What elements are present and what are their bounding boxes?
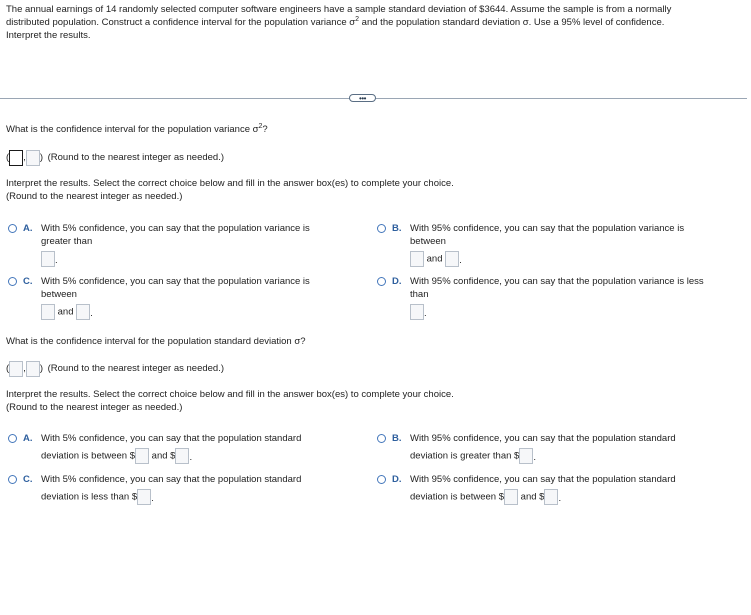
variance-a-input[interactable] bbox=[41, 251, 55, 267]
option-d-text: deviation is between $ bbox=[410, 491, 505, 503]
std-dev-lower-input[interactable] bbox=[9, 361, 23, 377]
expand-more-button[interactable]: ••• bbox=[349, 94, 376, 102]
variance-c-upper-input[interactable] bbox=[76, 304, 90, 320]
option-d-line-2: than bbox=[410, 289, 429, 301]
radio-variance-b[interactable] bbox=[377, 224, 386, 233]
variance-lower-input[interactable] bbox=[9, 150, 23, 166]
radio-variance-c[interactable] bbox=[8, 277, 17, 286]
option-b-line-1: With 95% confidence, you can say that the population variance is bbox=[410, 223, 685, 234]
std-dev-question: What is the confidence interval for the population standard deviation σ? bbox=[6, 336, 306, 347]
option-c-line-2 bbox=[41, 489, 341, 505]
option-a-line-2: greater than bbox=[41, 236, 93, 248]
variance-b-lower-input[interactable] bbox=[410, 251, 424, 267]
variance-question bbox=[6, 123, 268, 136]
std-dev-a-upper-input[interactable] bbox=[175, 448, 189, 464]
option-c-text: deviation is less than $ bbox=[41, 491, 138, 503]
option-a-line-1: With 5% confidence, you can say that the population standard bbox=[41, 433, 302, 444]
std-dev-option-b[interactable] bbox=[410, 432, 710, 464]
variance-interpret-instructions bbox=[6, 177, 454, 203]
std-dev-option-a[interactable] bbox=[41, 432, 341, 464]
period: . bbox=[424, 308, 427, 320]
radio-std-dev-d[interactable] bbox=[377, 475, 386, 484]
interpret-line-2: (Round to the nearest integer as needed.) bbox=[6, 402, 183, 414]
option-c-input-row bbox=[41, 304, 341, 320]
option-d-line-2 bbox=[410, 489, 710, 505]
option-a-text: deviation is between $ bbox=[41, 450, 136, 462]
std-dev-b-input[interactable] bbox=[519, 448, 533, 464]
std-dev-d-lower-input[interactable] bbox=[504, 489, 518, 505]
interpret-line-1: Interpret the results. Select the correct choice below and fill in the answer box(es) to complete your choice. bbox=[6, 389, 454, 400]
intro-line-2 bbox=[6, 16, 741, 29]
and-label: and $ bbox=[151, 450, 176, 462]
variance-option-a[interactable] bbox=[41, 222, 341, 267]
std-dev-option-c[interactable] bbox=[41, 473, 341, 505]
std-dev-d-upper-input[interactable] bbox=[544, 489, 558, 505]
option-letter-b: B. bbox=[392, 223, 402, 234]
round-note: (Round to the nearest integer as needed.) bbox=[47, 152, 225, 164]
option-b-input-row bbox=[410, 251, 710, 267]
paren-close: ) bbox=[39, 152, 43, 164]
variance-c-lower-input[interactable] bbox=[41, 304, 55, 320]
and-label: and $ bbox=[520, 491, 545, 503]
option-letter-b: B. bbox=[392, 433, 402, 444]
period: . bbox=[533, 452, 536, 463]
option-c-line-1: With 5% confidence, you can say that the population variance is bbox=[41, 276, 310, 287]
paren-close: ) bbox=[39, 363, 43, 375]
option-a-input-row bbox=[41, 251, 341, 267]
round-note: (Round to the nearest integer as needed.) bbox=[47, 363, 225, 375]
variance-question-sup: 2 bbox=[258, 123, 263, 130]
option-letter-d: D. bbox=[392, 474, 402, 485]
period: . bbox=[459, 255, 462, 267]
comma: , bbox=[23, 152, 26, 164]
radio-std-dev-b[interactable] bbox=[377, 434, 386, 443]
and-label: and bbox=[57, 306, 74, 318]
std-dev-upper-input[interactable] bbox=[26, 361, 40, 377]
period: . bbox=[55, 255, 58, 267]
intro-line-2b: and the population standard deviation σ. Use a 95% level of confidence. bbox=[359, 17, 665, 29]
option-d-line-1: With 95% confidence, you can say that the population standard bbox=[410, 474, 676, 485]
variance-upper-input[interactable] bbox=[26, 150, 40, 166]
and-label: and bbox=[426, 253, 443, 265]
period: . bbox=[90, 308, 93, 320]
option-letter-c: C. bbox=[23, 474, 33, 485]
std-dev-a-lower-input[interactable] bbox=[135, 448, 149, 464]
comma: , bbox=[23, 363, 26, 375]
option-a-line-1: With 5% confidence, you can say that the population variance is bbox=[41, 223, 310, 234]
option-b-line-2: between bbox=[410, 236, 446, 248]
intro-line-3: Interpret the results. bbox=[6, 30, 91, 42]
variance-option-d[interactable] bbox=[410, 275, 710, 320]
option-d-line-1: With 95% confidence, you can say that the population variance is less bbox=[410, 276, 704, 287]
option-b-line-2 bbox=[410, 448, 710, 464]
interpret-line-2: (Round to the nearest integer as needed.) bbox=[6, 191, 183, 203]
intro-sup: 2 bbox=[355, 16, 360, 24]
variance-b-upper-input[interactable] bbox=[445, 251, 459, 267]
radio-std-dev-c[interactable] bbox=[8, 475, 17, 484]
std-dev-interpret-instructions bbox=[6, 388, 454, 414]
variance-option-b[interactable] bbox=[410, 222, 710, 267]
variance-question-text: What is the confidence interval for the population variance σ bbox=[6, 124, 259, 135]
option-c-line-1: With 5% confidence, you can say that the population standard bbox=[41, 474, 302, 485]
option-b-line-1: With 95% confidence, you can say that the population standard bbox=[410, 433, 676, 444]
variance-option-c[interactable] bbox=[41, 275, 341, 320]
option-b-text: deviation is greater than $ bbox=[410, 450, 520, 462]
std-dev-option-d[interactable] bbox=[410, 473, 710, 505]
paren-open: ( bbox=[6, 363, 10, 375]
radio-variance-d[interactable] bbox=[377, 277, 386, 286]
option-a-line-2 bbox=[41, 448, 341, 464]
radio-std-dev-a[interactable] bbox=[8, 434, 17, 443]
option-letter-a: A. bbox=[23, 433, 33, 444]
paren-open: ( bbox=[6, 152, 10, 164]
option-c-line-2: between bbox=[41, 289, 77, 301]
variance-question-end: ? bbox=[262, 124, 268, 135]
variance-interval-row bbox=[6, 150, 224, 166]
variance-d-input[interactable] bbox=[410, 304, 424, 320]
std-dev-c-input[interactable] bbox=[137, 489, 151, 505]
interpret-line-1: Interpret the results. Select the correct choice below and fill in the answer box(es) to complete your choice. bbox=[6, 178, 454, 189]
radio-variance-a[interactable] bbox=[8, 224, 17, 233]
std-dev-interval-row bbox=[6, 361, 224, 377]
period: . bbox=[558, 493, 562, 504]
option-d-input-row bbox=[410, 304, 710, 320]
option-letter-c: C. bbox=[23, 276, 33, 287]
period: . bbox=[151, 493, 154, 504]
intro-line-1: The annual earnings of 14 randomly selected computer software engineers have a sample standard deviation of $3644. Assume the sample is from a normally bbox=[6, 4, 672, 15]
problem-statement bbox=[6, 3, 741, 42]
option-letter-a: A. bbox=[23, 223, 33, 234]
period: . bbox=[189, 452, 193, 463]
intro-line-2a: distributed population. Construct a confidence interval for the population variance σ bbox=[6, 17, 356, 29]
option-letter-d: D. bbox=[392, 276, 402, 287]
